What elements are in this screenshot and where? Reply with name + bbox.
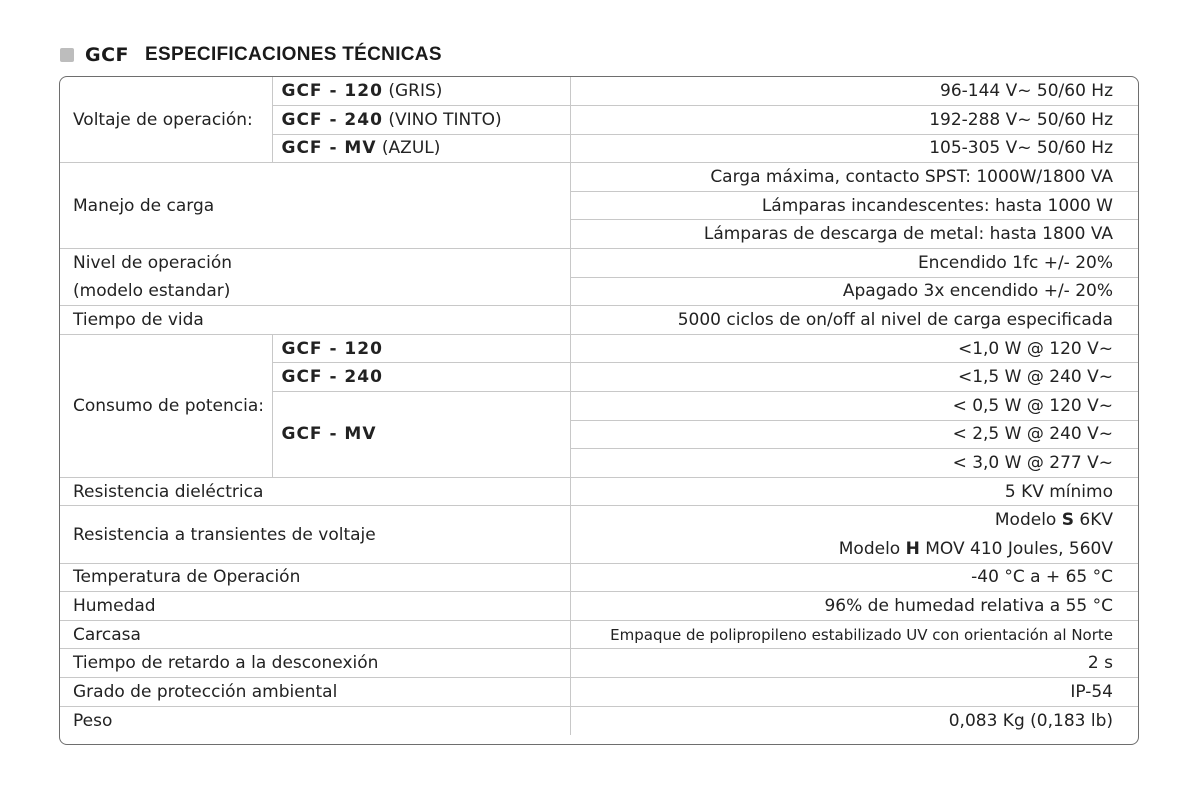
model-prefix: Modelo	[994, 510, 1057, 531]
spec-value: 105-305 V~ 50/60 Hz	[570, 134, 1138, 163]
model-code: GCF - 240	[281, 367, 383, 388]
spec-label-nivel: Nivel de operación	[60, 249, 570, 278]
spec-value: < 0,5 W @ 120 V~	[570, 392, 1138, 421]
table-row	[60, 77, 1138, 106]
model-code: GCF - MV	[281, 424, 377, 445]
spec-label-consumo: Consumo de potencia:	[60, 334, 272, 477]
spec-value: 0,083 Kg (0,183 lb)	[570, 706, 1138, 735]
table-row	[60, 249, 1138, 278]
model-cell	[272, 392, 570, 478]
model-code: GCF - 240	[281, 109, 383, 130]
spec-label-transientes: Resistencia a transientes de voltaje	[60, 506, 570, 563]
spec-value: <1,0 W @ 120 V~	[570, 334, 1138, 363]
spec-value: 96-144 V~ 50/60 Hz	[570, 77, 1138, 106]
spec-label-carcasa: Carcasa	[60, 620, 570, 649]
spec-value: IP-54	[570, 677, 1138, 706]
spec-value: 5 KV mínimo	[570, 477, 1138, 506]
model-code: GCF - MV	[281, 138, 377, 159]
spec-label-humedad: Humedad	[60, 592, 570, 621]
model-prefix: Modelo	[838, 538, 901, 559]
table-row	[60, 620, 1138, 649]
spec-value	[570, 535, 1138, 564]
model-color: (AZUL)	[381, 138, 441, 159]
spec-value: 5000 ciclos de on/off al nivel de carga especificada	[570, 306, 1138, 335]
table-row	[60, 677, 1138, 706]
spec-label-manejo: Manejo de carga	[60, 163, 570, 249]
spec-value: -40 °C a + 65 °C	[570, 563, 1138, 592]
model-letter: H	[905, 538, 920, 559]
spec-label-peso: Peso	[60, 706, 570, 735]
spec-value: < 3,0 W @ 277 V~	[570, 449, 1138, 478]
spec-label-vida: Tiempo de vida	[60, 306, 570, 335]
spec-value: < 2,5 W @ 240 V~	[570, 420, 1138, 449]
table-row	[60, 506, 1138, 535]
spec-value: Apagado 3x encendido +/- 20%	[570, 277, 1138, 306]
spec-label-temperatura: Temperatura de Operación	[60, 563, 570, 592]
model-cell	[272, 106, 570, 135]
spec-value	[570, 506, 1138, 535]
section-header	[60, 40, 442, 70]
table-row	[60, 334, 1138, 363]
table-row	[60, 563, 1138, 592]
model-code: GCF - 120	[281, 338, 383, 359]
table-row	[60, 592, 1138, 621]
spec-value: Lámparas de descarga de metal: hasta 1800 VA	[570, 220, 1138, 249]
spec-value: Encendido 1fc +/- 20%	[570, 249, 1138, 278]
model-cell	[272, 77, 570, 106]
spec-label-nivel-sub: (modelo estandar)	[60, 277, 570, 306]
bullet-square-icon	[60, 48, 74, 62]
table-row	[60, 649, 1138, 678]
spec-value: Lámparas incandescentes: hasta 1000 W	[570, 191, 1138, 220]
spec-value: Empaque de polipropileno estabilizado UV con orientación al Norte	[570, 620, 1138, 649]
specifications-table-frame	[59, 76, 1139, 745]
spec-value: <1,5 W @ 240 V~	[570, 363, 1138, 392]
spec-value: Carga máxima, contacto SPST: 1000W/1800 VA	[570, 163, 1138, 192]
spec-value: 2 s	[570, 649, 1138, 678]
model-cell	[272, 334, 570, 363]
table-row	[60, 163, 1138, 192]
spec-value: 96% de humedad relativa a 55 °C	[570, 592, 1138, 621]
model-rating: 6KV	[1079, 510, 1113, 531]
table-row	[60, 477, 1138, 506]
spec-label-voltaje: Voltaje de operación:	[60, 77, 272, 163]
model-letter: S	[1061, 510, 1074, 531]
model-rating: MOV 410 Joules, 560V	[925, 538, 1113, 559]
specifications-table	[60, 77, 1138, 735]
section-title: ESPECIFICACIONES TÉCNICAS	[145, 44, 442, 65]
table-row	[60, 306, 1138, 335]
model-cell	[272, 363, 570, 392]
spec-value: 192-288 V~ 50/60 Hz	[570, 106, 1138, 135]
model-cell	[272, 134, 570, 163]
model-color: (VINO TINTO)	[388, 109, 502, 130]
spec-label-proteccion: Grado de protección ambiental	[60, 677, 570, 706]
spec-label-dielectrica: Resistencia dieléctrica	[60, 477, 570, 506]
table-row	[60, 706, 1138, 735]
model-color: (GRIS)	[388, 81, 443, 102]
spec-label-retardo: Tiempo de retardo a la desconexión	[60, 649, 570, 678]
brand-name: GCF	[85, 44, 130, 66]
model-code: GCF - 120	[281, 81, 383, 102]
table-row	[60, 277, 1138, 306]
